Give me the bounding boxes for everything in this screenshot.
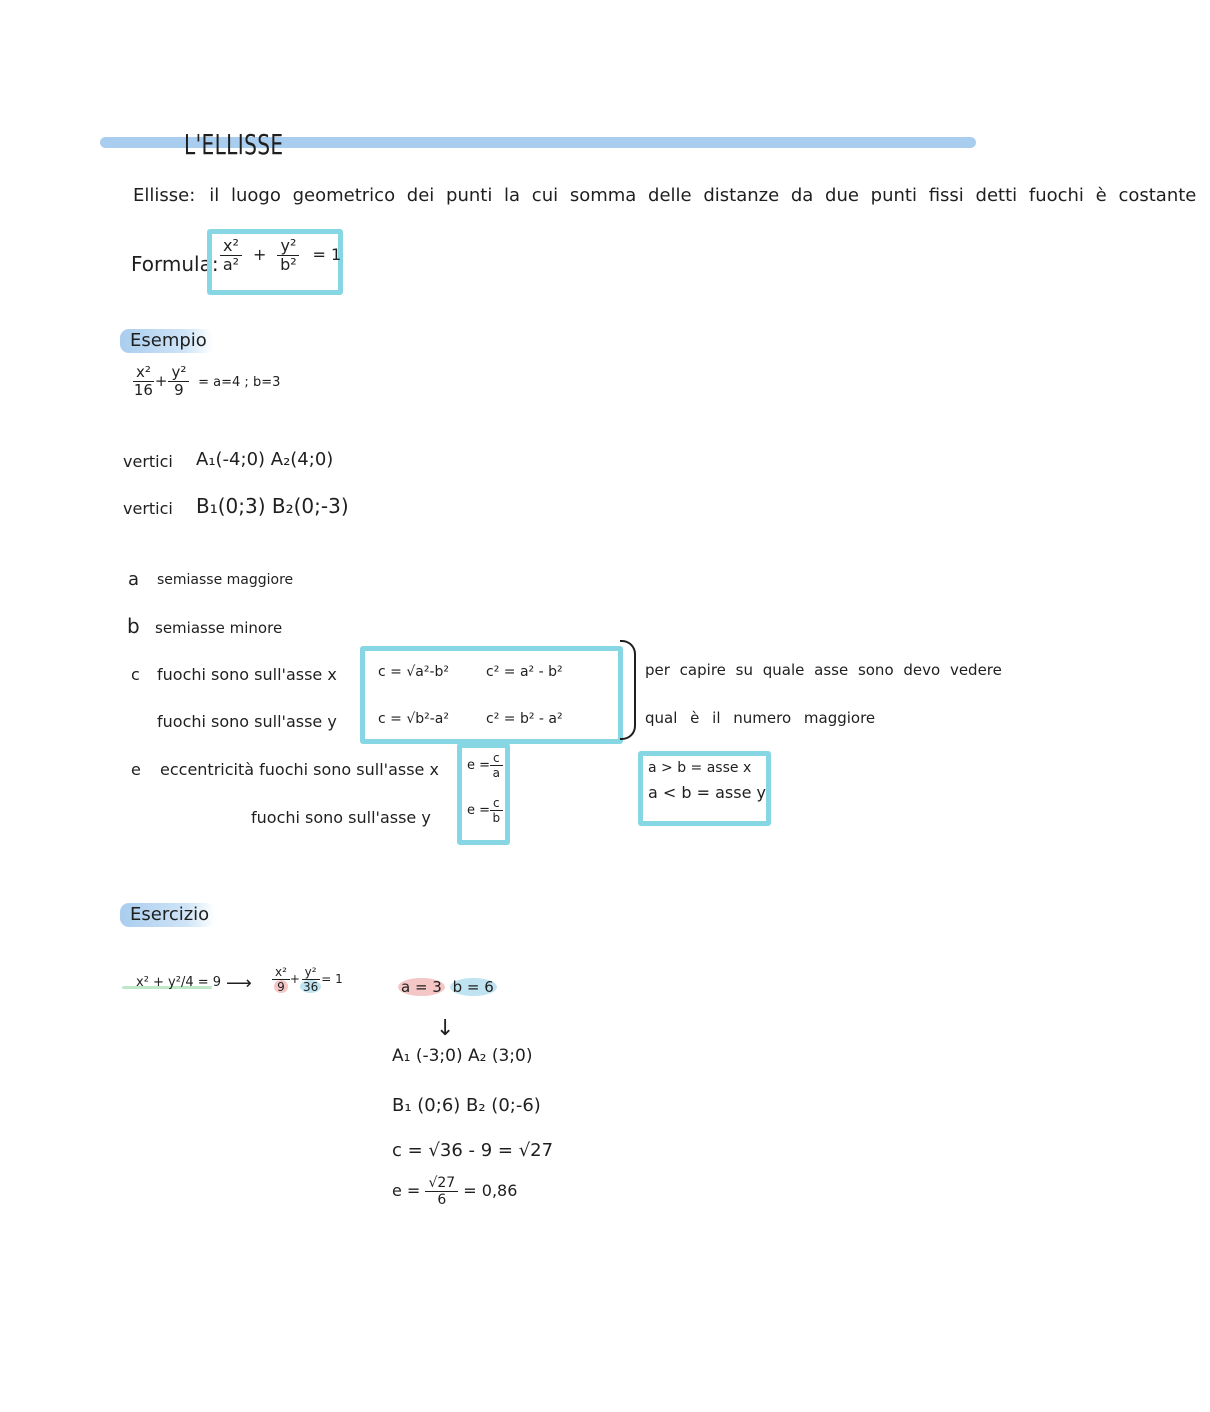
c-x-formula: c = √a²-b²	[378, 664, 449, 680]
exercise-ab	[398, 978, 497, 996]
example-x-num: x²	[133, 365, 154, 382]
exercise-e-den: 6	[437, 1192, 447, 1208]
e-x-num: c	[490, 752, 503, 766]
vertices-a-label: vertici	[123, 452, 173, 471]
note-line2: qual è il numero maggiore	[645, 709, 876, 727]
exercise-b: b = 6	[450, 978, 497, 996]
formula-plus: +	[252, 245, 267, 264]
formula-x-num: x²	[220, 238, 242, 256]
vertices-a: A₁(-4;0) A₂(4;0)	[196, 449, 334, 470]
exercise-e-result: = 0,86	[463, 1181, 518, 1200]
formula-a-den: a²	[222, 255, 240, 274]
definition	[133, 185, 1210, 206]
c-y-square: c² = b² - a²	[486, 711, 563, 727]
exercise-vertices-a: A₁ (-3;0) A₂ (3;0)	[392, 1046, 533, 1066]
foci-x-text: fuochi sono sull'asse x	[157, 665, 337, 684]
e-x-formula	[467, 752, 503, 779]
example-x-den: 16	[133, 381, 153, 399]
e-x-den: a	[492, 766, 501, 780]
e-y-formula	[467, 797, 503, 824]
exercise-e-prefix: e =	[392, 1181, 421, 1200]
example-y-num: y²	[168, 365, 189, 382]
exercise-vertices-b: B₁ (0;6) B₂ (0;-6)	[392, 1095, 541, 1116]
normalized-y-den: 36	[300, 980, 321, 993]
c-formula-box	[360, 646, 623, 744]
semiaxis-a-text: semiasse maggiore	[157, 572, 294, 588]
note-line1: per capire su quale asse sono devo vedere	[645, 661, 1002, 679]
rule-1: a > b = asse x	[648, 760, 752, 776]
formula	[220, 238, 341, 273]
formula-equals-one: = 1	[312, 245, 342, 264]
rule-2: a < b = asse y	[648, 783, 766, 802]
e-y-prefix: e =	[467, 803, 491, 818]
formula-label: Formula:	[131, 252, 219, 276]
definition-text: il luogo geometrico dei punti la cui somma delle distanze da due punti fissi detti fuochi è costante	[209, 185, 1197, 206]
example-equation: $\frac{\text{x²}}{16}$ + $\frac{\text{y²}}{9}$ = a=4 ; b=3	[133, 363, 281, 399]
formula-y-num: y²	[277, 238, 299, 256]
exercise-c-calc: c = √36 - 9 = √27	[392, 1140, 554, 1161]
semiaxis-b-text: semiasse minore	[155, 619, 283, 637]
vertices-b-label: vertici	[123, 499, 173, 518]
vertices-b: B₁(0;3) B₂(0;-3)	[196, 494, 349, 518]
exercise-label: Esercizio	[120, 903, 215, 927]
exercise-a: a = 3	[398, 978, 445, 996]
formula-b-den: b²	[280, 255, 297, 274]
e-y-num: c	[490, 797, 503, 811]
exercise-e-num: √27	[425, 1176, 458, 1192]
e-letter: e	[131, 760, 141, 779]
semiaxis-a-letter: a	[128, 569, 140, 590]
exercise-normalized: $\frac{\text{x²}}{9}$ + $\frac{\text{y²}}{36}$ = 1	[272, 966, 343, 993]
semiaxis-b-letter: b	[127, 614, 140, 638]
exercise-e-calc	[392, 1176, 517, 1207]
e-x-prefix: e =	[467, 758, 491, 773]
exercise-original: x² + y²/4 = 9	[136, 975, 222, 990]
example-label: Esempio	[120, 329, 213, 353]
curly-brace	[620, 640, 636, 740]
example-y-den: 9	[174, 381, 184, 399]
normalized-rhs: = 1	[321, 972, 343, 986]
c-letter: c	[131, 665, 140, 684]
normalized-x-num: x²	[272, 966, 290, 980]
eccentricity-x-text: eccentricità fuochi sono sull'asse x	[160, 760, 439, 779]
page-title: L'ELLISSE	[184, 128, 284, 161]
eccentricity-y-text: fuochi sono sull'asse y	[251, 808, 431, 827]
normalized-y-num: y²	[302, 966, 320, 980]
exercise-arrow: ⟶	[226, 973, 252, 994]
example-result: = a=4 ; b=3	[198, 375, 281, 390]
exercise-down-arrow: ↓	[436, 1016, 455, 1041]
e-y-den: b	[492, 811, 501, 825]
c-x-square: c² = a² - b²	[486, 664, 563, 680]
foci-y-text: fuochi sono sull'asse y	[157, 712, 337, 731]
definition-term: Ellisse:	[133, 185, 196, 206]
c-y-formula: c = √b²-a²	[378, 711, 449, 727]
normalized-x-den: 9	[274, 980, 288, 993]
